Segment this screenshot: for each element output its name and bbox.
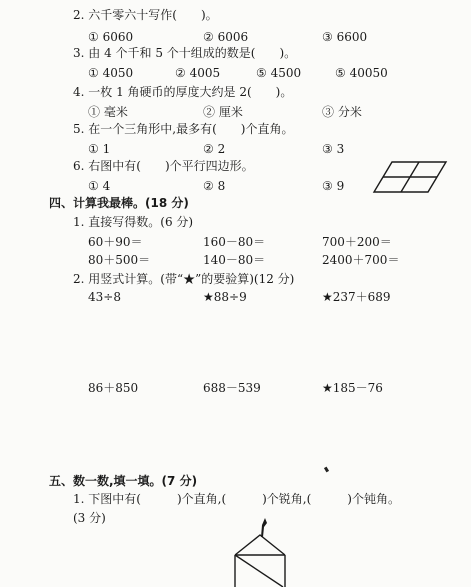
q3-option-1: ① 4050 (88, 66, 134, 80)
section-5-q1-points: (3 分) (73, 511, 106, 525)
q5-option-2: ② 2 (203, 142, 226, 156)
section-5-q1: 1. 下图中有( )个直角,( )个锐角,( )个钝角。 (73, 492, 400, 506)
section-5-title: 五、数一数,填一填。(7 分) (49, 474, 198, 488)
question-5: 5. 在一个三角形中,最多有( )个直角。 (73, 122, 294, 136)
section-4-sub1: 1. 直接写得数。(6 分) (73, 215, 194, 229)
q6-option-2: ② 8 (203, 179, 226, 193)
oral-calc-1: 60＋90＝ (88, 235, 143, 249)
vertical-calc-5: 688－539 (203, 381, 261, 395)
q3-option-4: ⑤ 40050 (335, 66, 388, 80)
oral-calc-2: 160－80＝ (203, 235, 266, 249)
vertical-calc-2: ★88÷9 (203, 290, 247, 304)
question-2: 2. 六千零六十写作( )。 (73, 8, 218, 22)
q5-option-1: ① 1 (88, 142, 111, 156)
question-6: 6. 右图中有( )个平行四边形。 (73, 159, 254, 173)
ink-speck (324, 467, 329, 473)
q4-option-3: ③ 分米 (322, 105, 362, 119)
oral-calc-4: 80＋500＝ (88, 253, 151, 267)
q2-option-3: ③ 6600 (322, 30, 368, 44)
oral-calc-6: 2400＋700＝ (322, 253, 400, 267)
oral-calc-3: 700＋200＝ (322, 235, 392, 249)
question-4: 4. 一枚 1 角硬币的厚度大约是 2( )。 (73, 85, 293, 99)
q3-option-2: ② 4005 (175, 66, 221, 80)
question-3: 3. 由 4 个千和 5 个十组成的数是( )。 (73, 46, 297, 60)
q5-option-3: ③ 3 (322, 142, 345, 156)
parallelogram-grid-figure (372, 160, 448, 194)
vertical-calc-4: 86＋850 (88, 381, 139, 395)
q2-option-1: ① 6060 (88, 30, 134, 44)
vertical-calc-3: ★237＋689 (322, 290, 391, 304)
q2-option-2: ② 6006 (203, 30, 249, 44)
q4-option-1: ① 毫米 (88, 105, 128, 119)
vertical-calc-1: 43÷8 (88, 290, 121, 304)
q4-option-2: ② 厘米 (203, 105, 243, 119)
oral-calc-5: 140－80＝ (203, 253, 266, 267)
q3-option-3: ⑤ 4500 (256, 66, 302, 80)
section-4-sub2: 2. 用竖式计算。(带“★”的要验算)(12 分) (73, 272, 295, 286)
q6-option-3: ③ 9 (322, 179, 345, 193)
section-4-title: 四、计算我最棒。(18 分) (49, 196, 189, 210)
vertical-calc-6: ★185－76 (322, 381, 383, 395)
house-shape-figure (225, 515, 295, 587)
q6-option-1: ① 4 (88, 179, 111, 193)
